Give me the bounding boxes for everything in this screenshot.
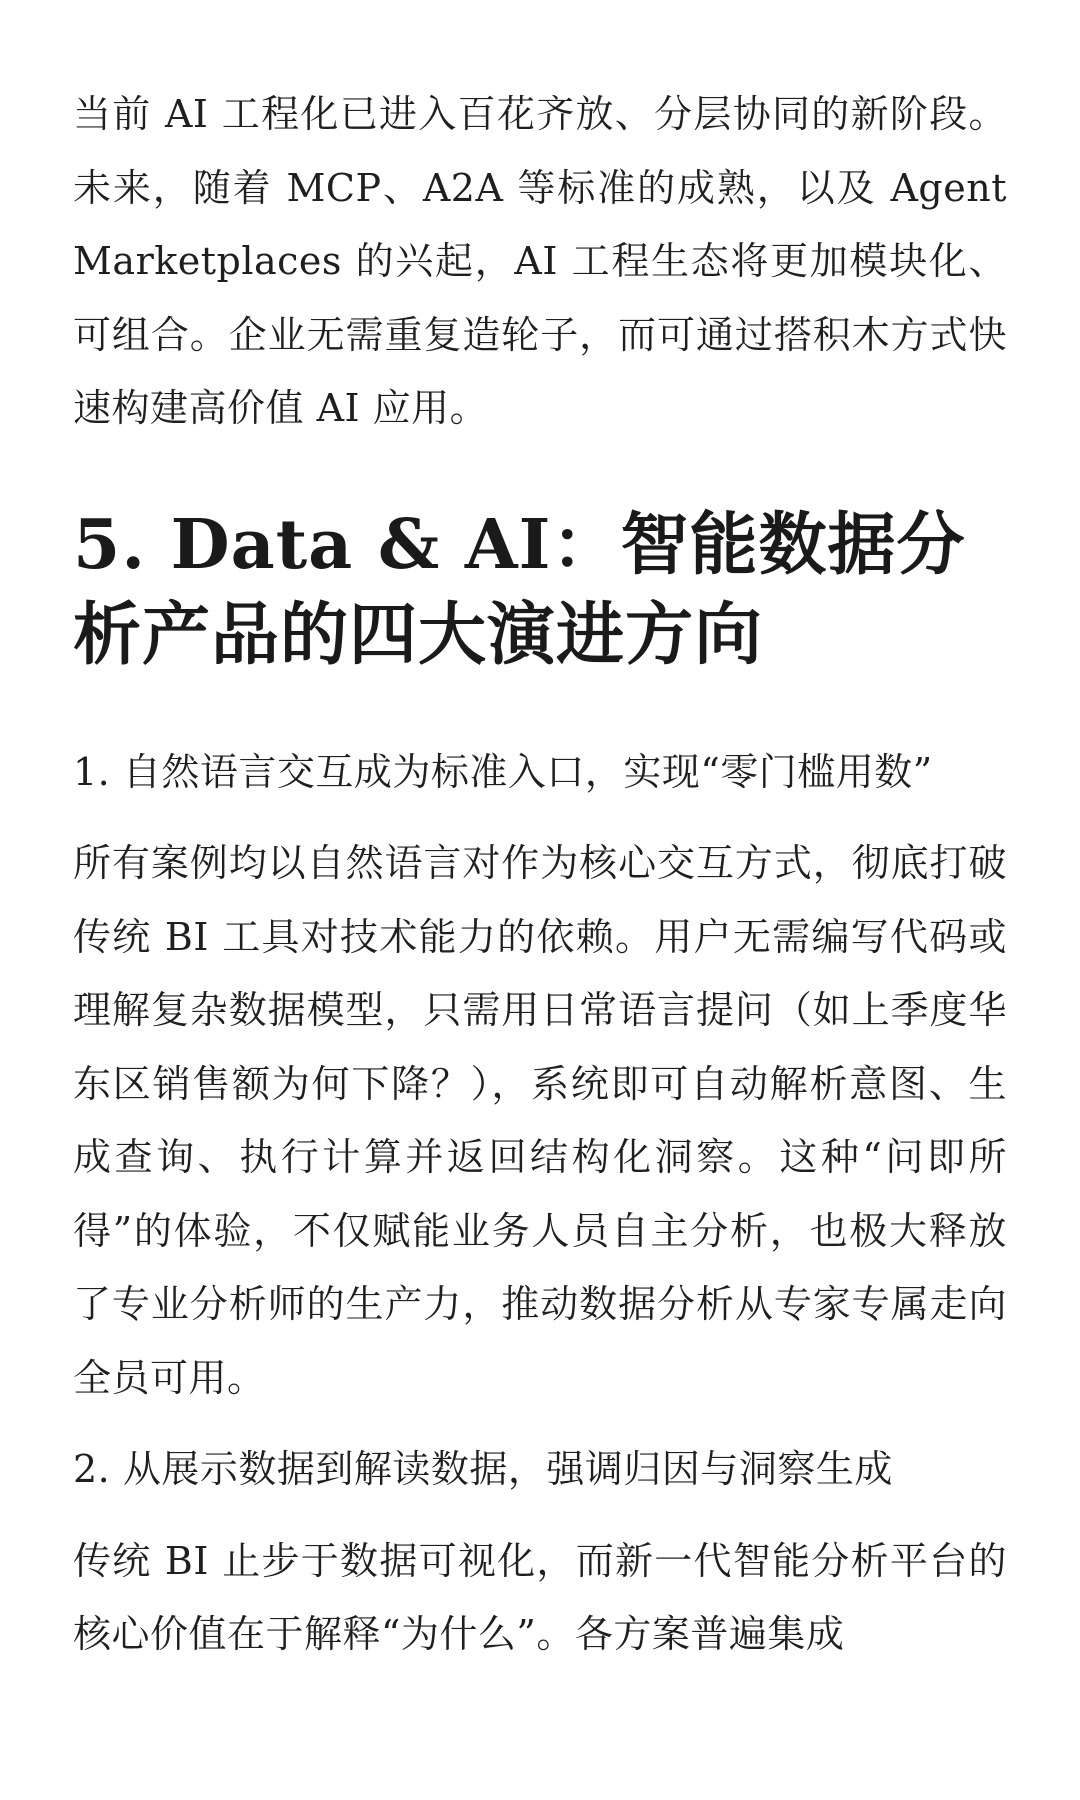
section-heading: 5. Data & AI：智能数据分析产品的四大演进方向 — [73, 504, 966, 675]
item-2-body: 传统 BI 止步于数据可视化，而新一代智能分析平台的核心价值在于解释“为什么”。各方案普遍集成 — [73, 1538, 1007, 1656]
item-1-body: 所有案例均以自然语言对作为核心交互方式，彻底打破传统 BI 工具对技术能力的依赖。用户无需编写代码或理解复杂数据模型，只需用日常语言提问（如上季度华东区销售额为何下降？），系统即可自动解析意图、生成查询、执行计算并返回结构化洞察。这种“问即所得”的体验，不仅赋能业务人员自主分析，也极大释放了专业分析师的生产力，推动数据分析从专家专属走向全员可用。 — [73, 841, 1007, 1400]
intro-paragraph: 当前 AI 工程化已进入百花齐放、分层协同的新阶段。未来，随着 MCP、A2A 等标准的成熟，以及 Agent Marketplaces 的兴起，AI 工程生态将更加模块化、可组合。企业无需重复造轮子，而可通过搭积木方式快速构建高价值 AI 应用。 — [73, 92, 1007, 430]
item-2-title: 2. 从展示数据到解读数据，强调归因与洞察生成 — [73, 1447, 893, 1491]
article-body — [73, 78, 1007, 1672]
item-1-title: 1. 自然语言交互成为标准入口，实现“零门槛用数” — [73, 749, 933, 794]
